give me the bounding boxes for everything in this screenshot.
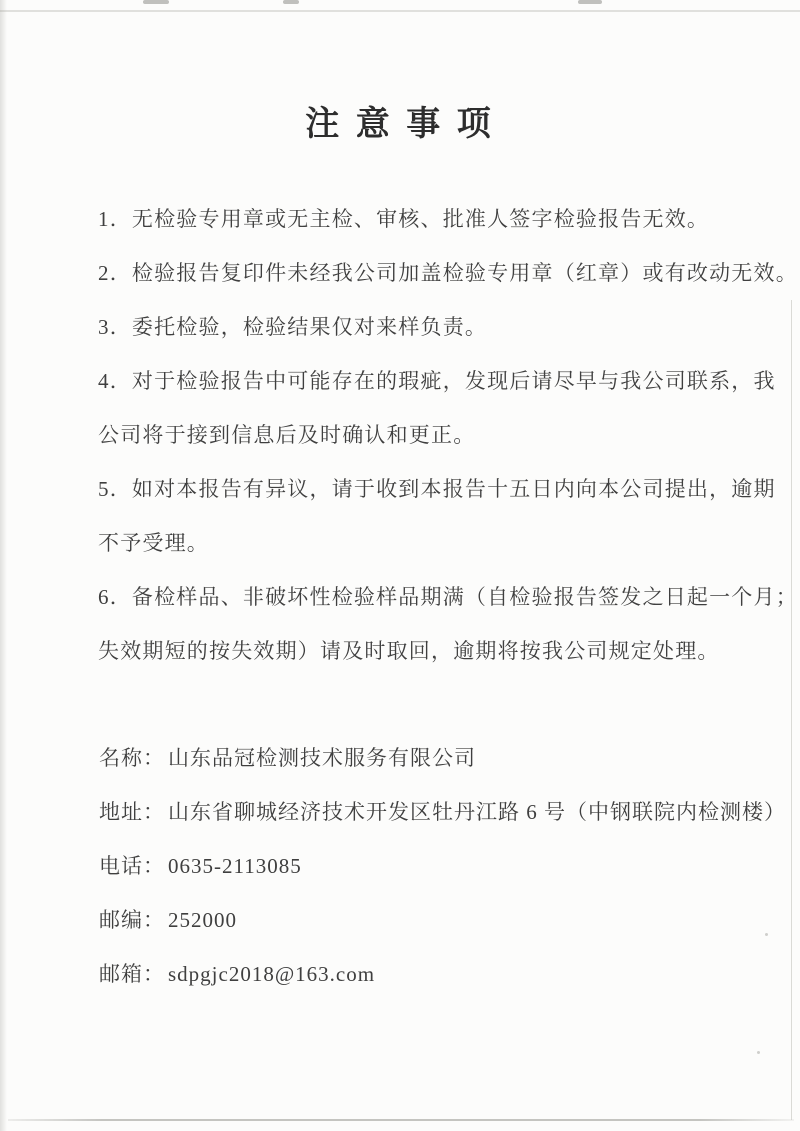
- notice-line-5-continued: 不予受理。: [98, 531, 209, 555]
- contact-row-address: [99, 802, 786, 823]
- scan-smudge: [578, 0, 602, 4]
- company-name-value: 山东品冠检测技术服务有限公司: [168, 746, 476, 770]
- notice-line-6-continued: 失效期短的按失效期）请及时取回，逾期将按我公司规定处理。: [98, 639, 720, 663]
- phone-label: 电话：: [99, 854, 165, 878]
- scan-edge-left: [0, 0, 7, 1131]
- scan-edge-bottom: [8, 1119, 794, 1121]
- postcode-value: 252000: [168, 908, 237, 932]
- phone-value: 0635-2113085: [168, 854, 302, 878]
- contact-block: [99, 748, 786, 1018]
- notice-line-5: 5．如对本报告有异议，请于收到本报告十五日内向本公司提出，逾期: [98, 477, 776, 501]
- scan-edge-top: [0, 10, 800, 12]
- postcode-label: 邮编：: [99, 908, 165, 932]
- notice-list: [98, 209, 798, 695]
- notice-line-6: 6．备检样品、非破坏性检验样品期满（自检验报告签发之日起一个月；: [98, 585, 798, 609]
- scan-speck: [757, 1051, 760, 1054]
- page-title: 注 意 事 项: [305, 106, 495, 143]
- contact-row-name: [99, 748, 786, 769]
- contact-row-postcode: [99, 910, 786, 931]
- notice-line-2: 2．检验报告复印件未经我公司加盖检验专用章（红章）或有改动无效。: [98, 261, 798, 285]
- address-value: 山东省聊城经济技术开发区牡丹江路 6 号（中钢联院内检测楼）: [168, 800, 786, 824]
- contact-row-phone: [99, 856, 786, 877]
- company-name-label: 名称：: [99, 746, 165, 770]
- contact-row-email: [99, 964, 786, 985]
- notice-line-3: 3．委托检验，检验结果仅对来样负责。: [98, 315, 488, 339]
- scan-smudge: [283, 0, 299, 4]
- address-label: 地址：: [99, 800, 165, 824]
- notice-line-4-continued: 公司将于接到信息后及时确认和更正。: [98, 423, 476, 447]
- email-value: sdpgjc2018@163.com: [168, 962, 376, 986]
- email-label: 邮箱：: [99, 962, 165, 986]
- scan-smudge: [143, 0, 169, 4]
- notice-line-1: 1．无检验专用章或无主检、审核、批准人签字检验报告无效。: [98, 207, 710, 231]
- notice-line-4: 4．对于检验报告中可能存在的瑕疵，发现后请尽早与我公司联系，我: [98, 369, 776, 393]
